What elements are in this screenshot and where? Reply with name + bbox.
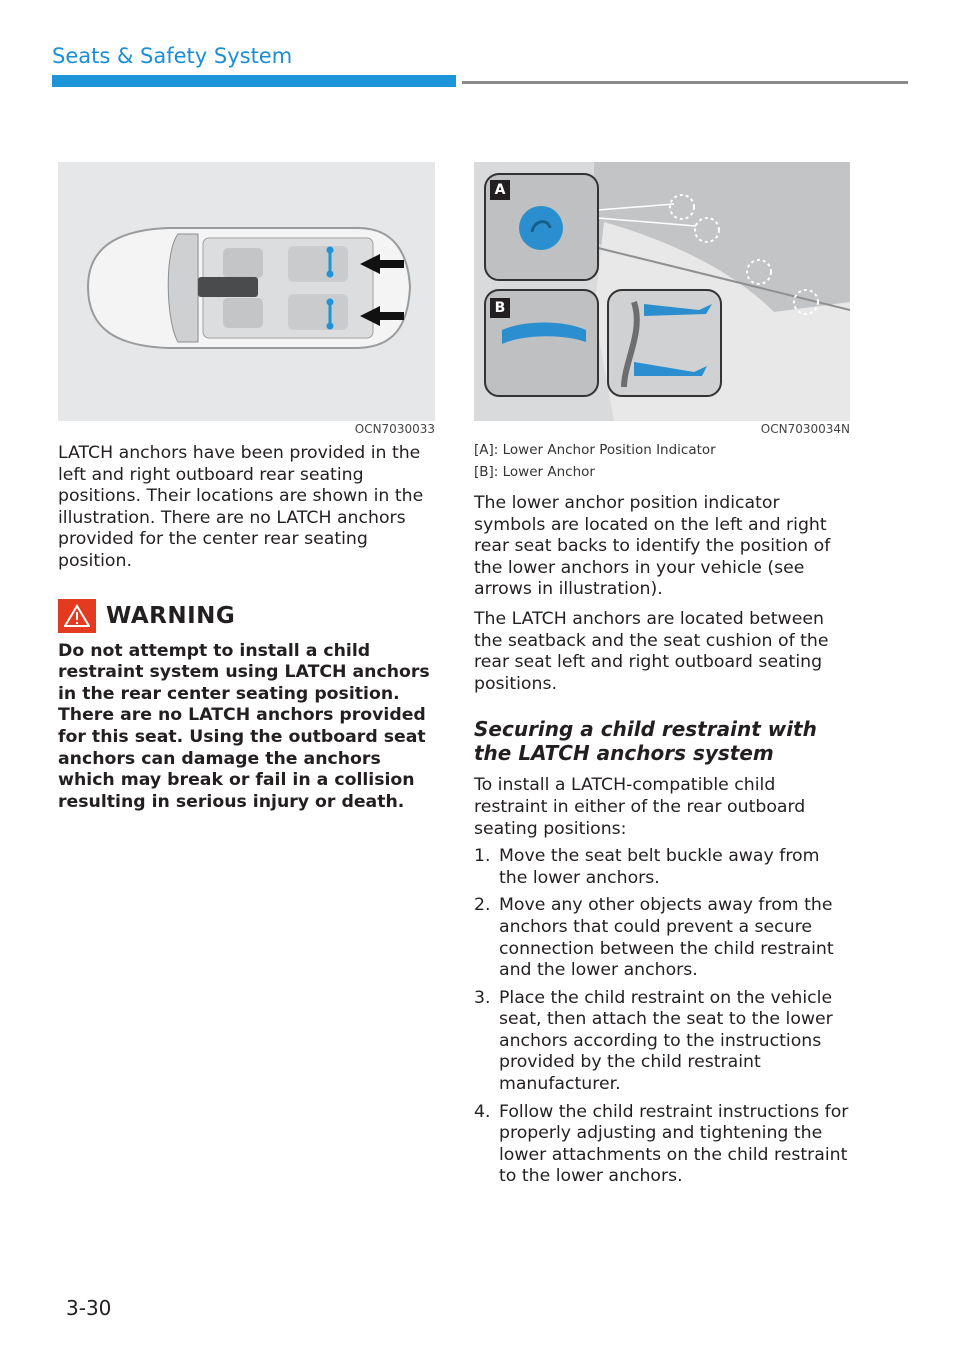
page-number: 3-30 — [66, 1296, 112, 1320]
list-item: 3. Place the child restraint on the vehicle seat, then attach the seat to the lower anchors according to the instructions provided by the child restraint manufacturer. — [474, 987, 833, 1095]
list-item: 4. Follow the child restraint instructions for properly adjusting and tightening the lower attachments on the child restraint to the lower anchors. — [474, 1101, 849, 1187]
latch-intro-paragraph: LATCH anchors have been provided in the left and right outboard rear seating positions. Their locations are shown in the illustration. There are no LATCH anchors provided for the center rear seating position. — [58, 443, 424, 571]
label-a: [A]: Lower Anchor Position Indicator — [474, 442, 716, 458]
install-intro: To install a LATCH-compatible child restraint in either of the rear outboard seating positions: — [474, 775, 806, 839]
label-b: [B]: Lower Anchor — [474, 464, 595, 480]
inset-label-b: B — [490, 298, 510, 318]
list-item: 1. Move the seat belt buckle away from the lower anchors. — [474, 846, 820, 888]
figure-code: OCN7030033 — [354, 422, 435, 436]
header-rule-gray — [462, 81, 908, 84]
car-top-view-figure — [58, 162, 435, 421]
rear-seat-illustration — [474, 162, 850, 421]
list-item: 2. Move any other objects away from the anchors that could prevent a secure connection between the child restraint and the lower anchors. — [474, 895, 834, 981]
install-steps — [474, 846, 850, 1188]
rear-seat-anchor-figure — [474, 162, 850, 421]
indicator-paragraph: The lower anchor position indicator symbols are located on the left and right rear seat backs to identify the position of the lower anchors in your vehicle (see arrows in illustration). — [474, 493, 831, 600]
location-paragraph: The LATCH anchors are located between the seatback and the seat cushion of the rear seat left and right outboard seating positions. — [474, 608, 829, 694]
car-top-view-illustration — [58, 162, 435, 421]
header-rule-blue — [52, 75, 456, 87]
right-column — [474, 162, 850, 1188]
figure-code: OCN7030034N — [760, 422, 850, 436]
warning-header — [58, 599, 435, 633]
warning-triangle-icon — [58, 599, 96, 633]
figure-labels — [474, 439, 850, 483]
inset-label-a: A — [490, 180, 510, 200]
warning-title: WARNING — [106, 602, 236, 629]
warning-text: Do not attempt to install a child restraint system using LATCH anchors in the rear center seating position. There are no LATCH anchors provided for this seat. Using the outboard seat anchors can damage the anchors which may break or fail in a collision resulting in serious injury or death. — [58, 640, 430, 812]
section-title: Seats & Safety System — [52, 44, 293, 68]
left-column — [58, 162, 435, 813]
securing-subheading: Securing a child restraint with the LATCH anchors system — [474, 717, 817, 766]
